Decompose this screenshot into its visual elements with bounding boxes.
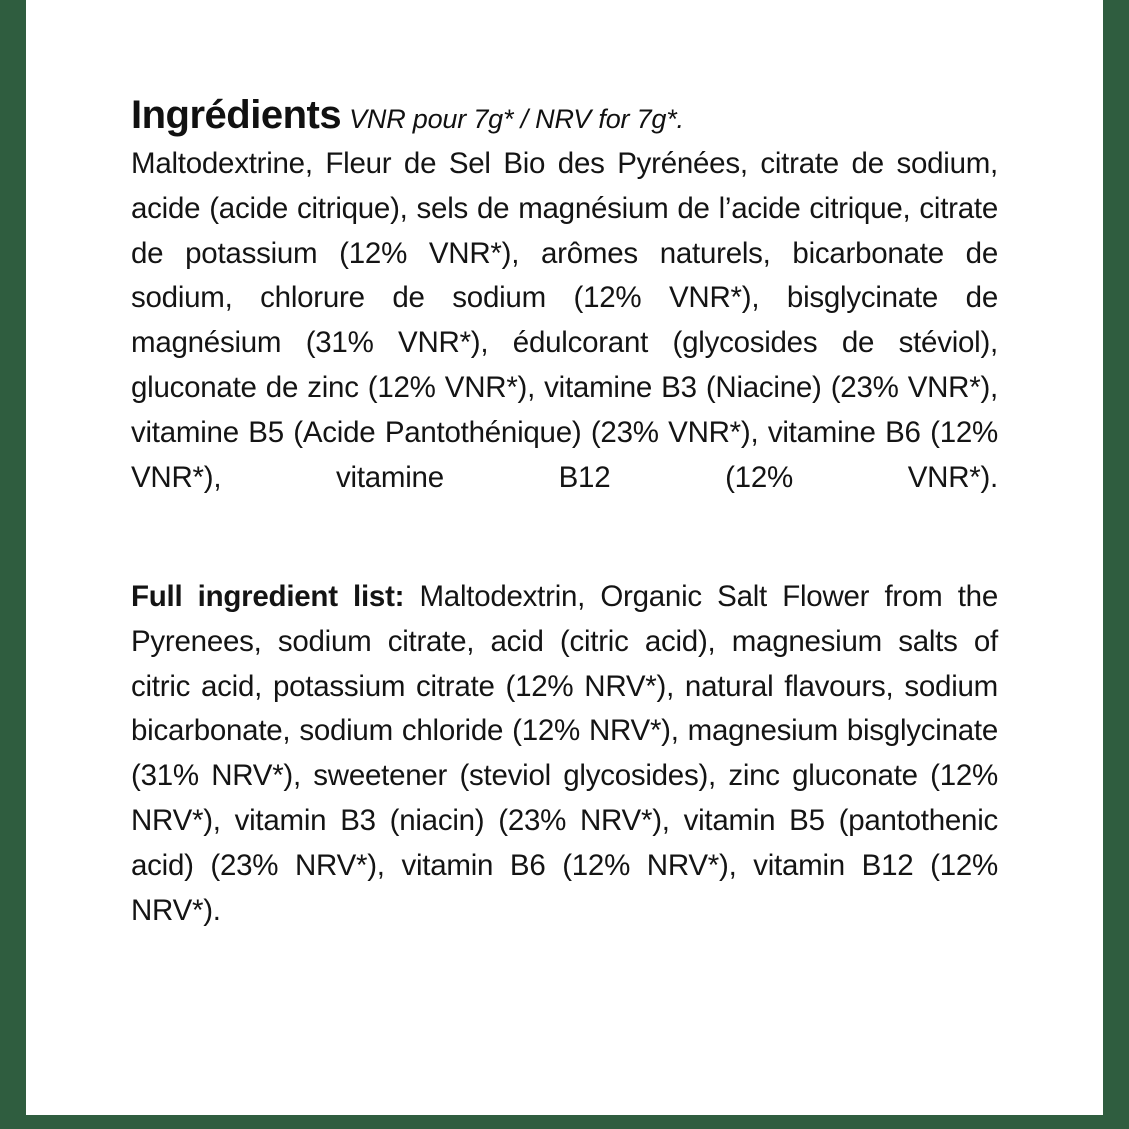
english-ingredient-block <box>131 575 998 978</box>
ingredients-heading <box>131 92 998 138</box>
label-content <box>131 92 998 1008</box>
package-edge-right <box>1103 0 1129 1129</box>
nrv-reference-note: VNR pour 7g* / NRV for 7g*. <box>349 104 684 134</box>
english-ingredient-label: Full ingredient list: <box>131 579 405 613</box>
english-ingredient-list: Maltodextrin, Organic Salt Flower from the Pyrenees, sodium citrate, acid (citric acid), magnesium salts of citric acid, potassium citrate (12% NRV*), natural flavours, sodium bicarbonate, sodium chloride (12% NRV*), magnesium bisglycinate (31% NRV*), sweetener (steviol glycosides), zinc gluconate (12% NRV*), vitamin B3 (niacin) (23% NRV*), vitamin B5 (pantothenic acid) (23% NRV*), vitamin B6 (12% NRV*), vitamin B12 (12% NRV*). <box>131 579 998 927</box>
french-ingredient-list: Maltodextrine, Fleur de Sel Bio des Pyrénées, citrate de sodium, acide (acide citrique), sels de magnésium de l’acide citrique, citrate de potassium (12% VNR*), arômes naturels, bicarbonate de sodium, chlorure de sodium (12% VNR*), bisglycinate de magnésium (31% VNR*), édulcorant (glycosides de stéviol), gluconate de zinc (12% VNR*), vitamine B3 (Niacine) (23% VNR*), vitamine B5 (Acide Pantothénique) (23% VNR*), vitamine B6 (12% VNR*), vitamine B12 (12% VNR*). <box>131 147 998 494</box>
ingredients-label-panel <box>26 0 1103 1115</box>
package-edge-bottom <box>0 1115 1129 1129</box>
package-edge-left <box>0 0 26 1129</box>
page-title: Ingrédients <box>131 93 342 137</box>
